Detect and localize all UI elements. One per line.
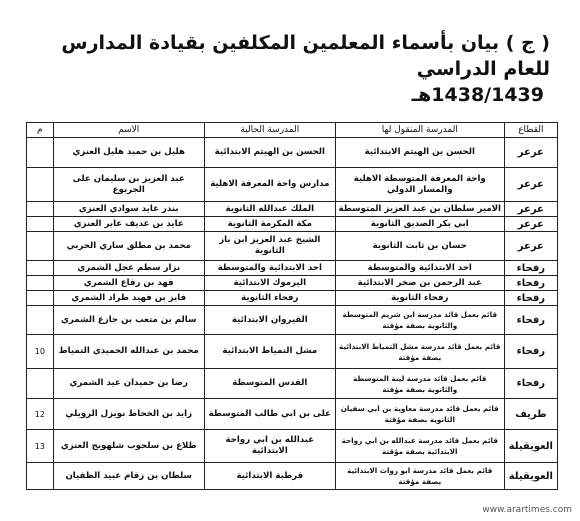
sector-cell: رفحاء [504,261,557,276]
sector-cell: رفحاء [504,306,557,335]
destination-school-cell: قائم بعمل قائد مدرسة معاوية بن ابي سفيان الثانوية بصفة مؤقتة [335,399,504,430]
table-row [27,369,558,399]
destination-school-cell: احد الابتدائية والمتوسطة [335,261,504,276]
current-school-cell: مكة المكرمة الثانوية [204,217,335,232]
current-school-cell: مدارس واحة المعرفة الاهلية [204,168,335,202]
number-cell: 13 [27,430,54,463]
number-cell: 10 [27,335,54,369]
page-title [20,30,550,108]
name-cell: محمد بن مطلق ساري الحربي [53,232,204,261]
name-cell: زايد بن الخحاط نويزل الرويلي [53,399,204,430]
sector-cell: عرعر [504,168,557,202]
number-cell [27,291,54,306]
header-destination-school: المدرسة المنقول لها [335,123,504,138]
sector-cell: العويقيلة [504,463,557,490]
name-cell: عايد بن غديف عابر العنزي [53,217,204,232]
sector-cell: عرعر [504,138,557,168]
sector-cell: العويقيلة [504,430,557,463]
table-row [27,168,558,202]
table-row [27,399,558,430]
destination-school-cell: قائم بعمل قائد مدرسة ابن شريم المتوسطة والثانوية بصفة مؤقتة [335,306,504,335]
table-row [27,138,558,168]
current-school-cell: عبدالله بن ابي رواحة الابتدائية [204,430,335,463]
title-line-1: ( ج ) بيان بأسماء المعلمين المكلفين بقيادة المدارس للعام الدراسي [61,32,550,80]
name-cell: فايز بن فهيد طراد الشمري [53,291,204,306]
table-row [27,306,558,335]
destination-school-cell: الامير سلطان بن عبد العزيز المتوسطة [335,202,504,217]
number-cell [27,261,54,276]
current-school-cell: قرطبة الابتدائية [204,463,335,490]
current-school-cell: الحسن بن الهيثم الابتدائية [204,138,335,168]
table-row [27,261,558,276]
number-cell [27,276,54,291]
destination-school-cell: واحة المعرفة المتوسطة الاهلية والمسار الدولي [335,168,504,202]
table-row [27,463,558,490]
current-school-cell: القيروان الابتدائية [204,306,335,335]
name-cell: طلاع بن سلحوب شلهويج العنزي [53,430,204,463]
name-cell: سلطان بن زقام عبيد الظفيان [53,463,204,490]
header-sector: القطاع [504,123,557,138]
destination-school-cell: حسان بن ثابت الثانوية [335,232,504,261]
number-cell [27,369,54,399]
sector-cell: عرعر [504,232,557,261]
table-row [27,430,558,463]
table-header-row [27,123,558,138]
name-cell: عبد العزيز بن سليمان على الجربوع [53,168,204,202]
destination-school-cell: قائم بعمل قائد مدرسة مشل التمياط الابتدائية بصفة مؤقتة [335,335,504,369]
sector-cell: عرعر [504,202,557,217]
header-number: م [27,123,54,138]
sector-cell: رفحاء [504,335,557,369]
current-school-cell: رفحاء الثانوية [204,291,335,306]
sector-cell: رفحاء [504,369,557,399]
number-cell [27,202,54,217]
number-cell [27,306,54,335]
table-row [27,335,558,369]
current-school-cell: اليرموك الابتدائية [204,276,335,291]
destination-school-cell: قائم بعمل قائد مدرسة ابو رواث الابتدائية بصفة مؤقتة [335,463,504,490]
destination-school-cell: الحسن بن الهيثم الابتدائية [335,138,504,168]
destination-school-cell: عبد الرحمن بن صخر الابتدائية [335,276,504,291]
name-cell: فهد بن رفاع الشمري [53,276,204,291]
header-current-school: المدرسة الحالية [204,123,335,138]
name-cell: محمد بن عبدالله الحميدي التمياط [53,335,204,369]
sector-cell: رفحاء [504,276,557,291]
destination-school-cell: قائم بعمل قائد مدرسة لينة المتوسطة والثانوية بصفة مؤقتة [335,369,504,399]
site-watermark: www.arartimes.com [482,505,572,515]
table-row [27,291,558,306]
sector-cell: عرعر [504,217,557,232]
destination-school-cell: ابي بكر الصديق الثانوية [335,217,504,232]
number-cell [27,217,54,232]
name-cell: بندر عايد سوادي العنزي [53,202,204,217]
current-school-cell: الشيخ عبد العزيز ابن باز الثانوية [204,232,335,261]
name-cell: هليل بن حميد هليل العنزي [53,138,204,168]
sector-cell: رفحاء [504,291,557,306]
teachers-table [26,122,558,490]
current-school-cell: الملك عبدالله الثانوية [204,202,335,217]
header-name: الاسم [53,123,204,138]
current-school-cell: القدس المتوسطة [204,369,335,399]
table-row [27,276,558,291]
current-school-cell: على بن ابي طالب المتوسطة [204,399,335,430]
number-cell [27,463,54,490]
name-cell: نزار سطم عجل الشمري [53,261,204,276]
table-body [27,138,558,490]
number-cell [27,138,54,168]
destination-school-cell: رفحاء الثانوية [335,291,504,306]
current-school-cell: مشل التمياط الابتدائية [204,335,335,369]
number-cell [27,232,54,261]
table-row [27,202,558,217]
current-school-cell: احد الابتدائية والمتوسطة [204,261,335,276]
title-line-2: 1438/1439هـ [411,84,544,106]
number-cell: 12 [27,399,54,430]
table-row [27,217,558,232]
table-row [27,232,558,261]
name-cell: سالم بن متعب بن جازع الشمري [53,306,204,335]
name-cell: رضا بن حميدان عيد الشمري [53,369,204,399]
number-cell [27,168,54,202]
destination-school-cell: قائم بعمل قائد مدرسة عبدالله بن ابي رواحة الابتدائية بصفة مؤقتة [335,430,504,463]
sector-cell: طريف [504,399,557,430]
